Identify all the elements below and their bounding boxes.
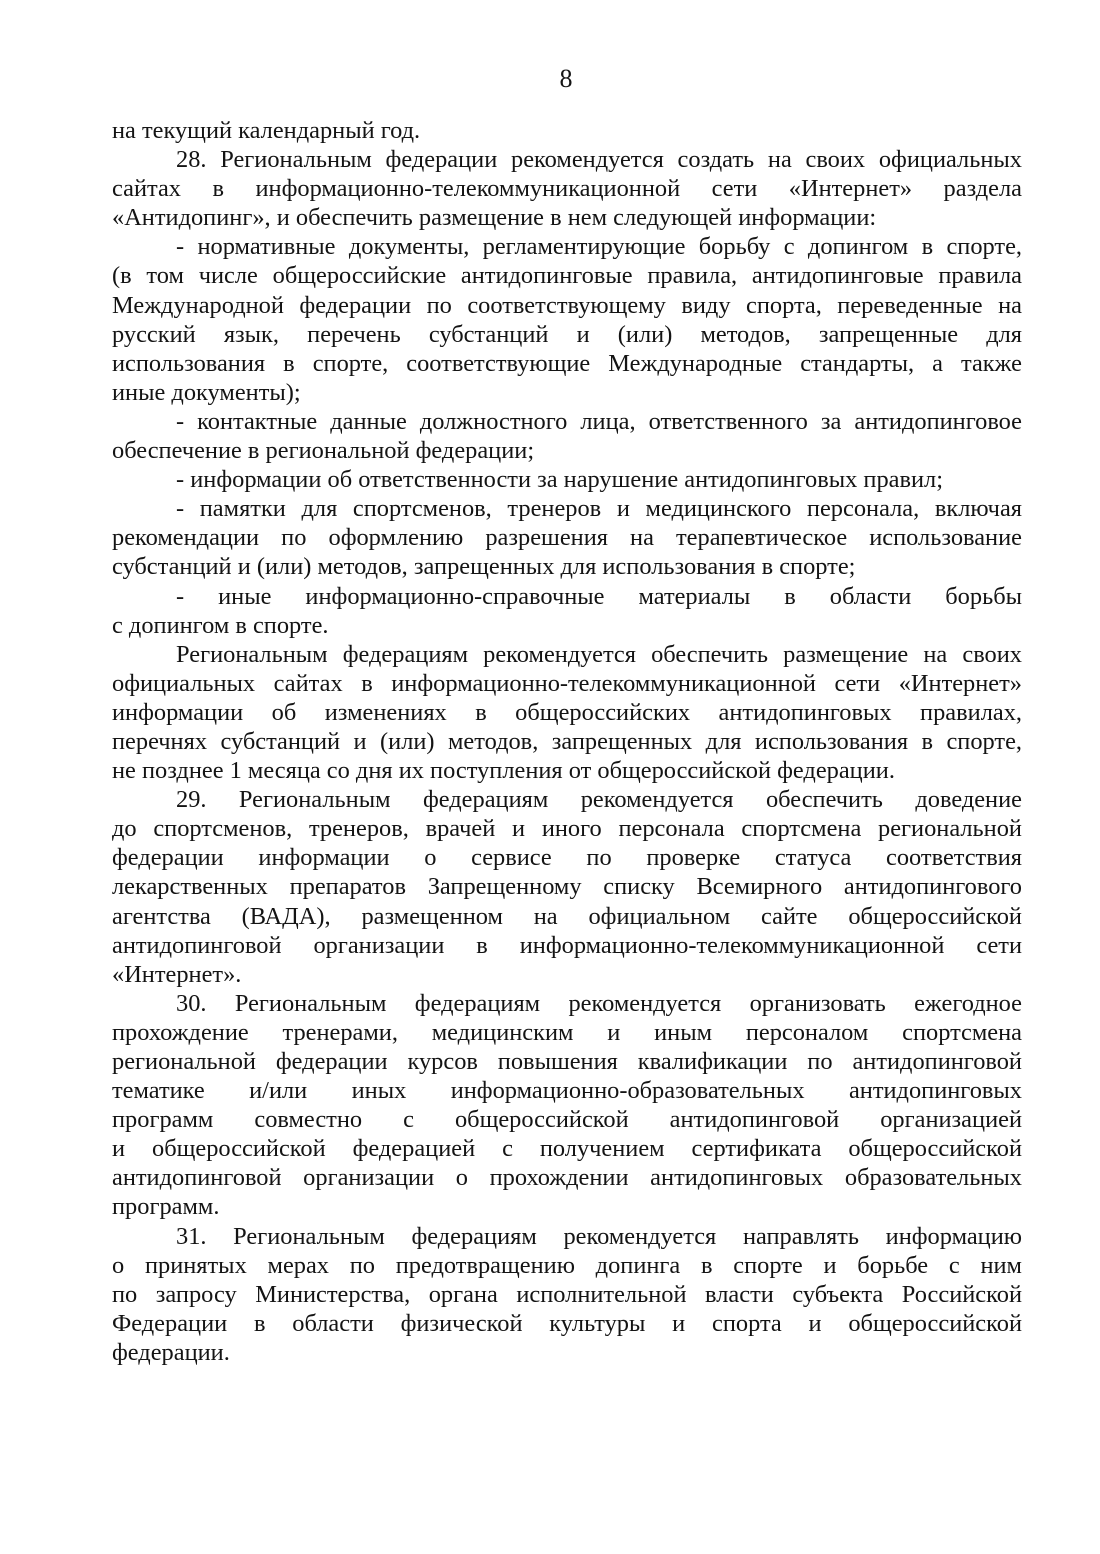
text-line: 31. Региональным федерациям рекомендуется направлять информацию [176, 1222, 1022, 1250]
text-line: перечнях субстанций и (или) методов, запрещенных для использования в спорте, [112, 727, 1022, 755]
paragraph [112, 640, 1022, 785]
text-line: по запросу Министерства, органа исполнительной власти субъекта Российской [112, 1280, 1022, 1308]
text-line: рекомендации по оформлению разрешения на терапевтическое использование [112, 524, 1022, 552]
text-line: антидопинговой организации в информационно-телекоммуникационной сети [112, 931, 1022, 959]
text-line: сайтах в информационно-телекоммуникационной сети «Интернет» раздела [112, 175, 1022, 203]
text-line: использования в спорте, соответствующие Международные стандарты, а также [112, 349, 1022, 377]
text-line: «Антидопинг», и обеспечить размещение в нем следующей информации: [112, 204, 877, 232]
text-line: программ. [112, 1193, 220, 1221]
text-line: о принятых мерах по предотвращению допинга в спорте и борьбе с ним [112, 1251, 1022, 1279]
paragraph [112, 1222, 1022, 1367]
text-line: 30. Региональным федерациям рекомендуется организовать ежегодное [176, 989, 1022, 1017]
paragraph [112, 989, 1022, 1222]
paragraph [112, 785, 1022, 989]
document-body [112, 116, 1022, 1367]
text-line: до спортсменов, тренеров, врачей и иного персонала спортсмена региональной [112, 815, 1022, 843]
text-line: Региональным федерациям рекомендуется обеспечить размещение на своих [176, 640, 1022, 668]
page-number: 8 [559, 64, 573, 93]
text-line: программ совместно с общероссийской антидопинговой организацией [112, 1106, 1022, 1134]
text-line: лекарственных препаратов Запрещенному списку Всемирного антидопингового [112, 873, 1022, 901]
text-line: агентства (ВАДА), размещенном на официальном сайте общероссийской [112, 902, 1022, 930]
text-line: федерации. [112, 1338, 230, 1366]
text-line: - памятки для спортсменов, тренеров и медицинского персонала, включая [176, 495, 1022, 523]
text-line: с допингом в спорте. [112, 611, 329, 639]
text-line: 28. Региональным федерации рекомендуется создать на своих официальных [176, 146, 1022, 174]
text-line: обеспечение в региональной федерации; [112, 437, 535, 465]
text-line: региональной федерации курсов повышения квалификации по антидопинговой [112, 1048, 1022, 1075]
text-line: Международной федерации по соответствующему виду спорта, переведенные на [112, 291, 1022, 319]
text-line: федерации информации о сервисе по проверке статуса соответствия [112, 844, 1022, 872]
text-line: Федерации в области физической культуры и спорта и общероссийской [112, 1309, 1022, 1337]
text-line: информации об изменениях в общероссийских антидопинговых правилах, [112, 698, 1022, 726]
text-line: антидопинговой организации о прохождении антидопинговых образовательных [112, 1164, 1022, 1192]
paragraph [112, 232, 1022, 407]
paragraph [112, 116, 1022, 145]
paragraph [112, 465, 1022, 494]
text-line: русский язык, перечень субстанций и (или) методов, запрещенные для [112, 320, 1022, 348]
text-line: 29. Региональным федерациям рекомендуется обеспечить доведение [176, 786, 1022, 814]
text-line: (в том числе общероссийские антидопинговые правила, антидопинговые правила [112, 262, 1022, 290]
paragraph [112, 582, 1022, 640]
text-line: - иные информационно-справочные материалы в области борьбы [176, 582, 1022, 610]
text-line: и общероссийской федерацией с получением сертификата общероссийской [112, 1135, 1022, 1163]
paragraph [112, 407, 1022, 465]
text-line: «Интернет». [112, 960, 242, 988]
text-line: - нормативные документы, регламентирующие борьбу с допингом в спорте, [176, 233, 1022, 261]
text-line: иные документы); [112, 378, 301, 406]
text-line: прохождение тренерами, медицинским и иным персоналом спортсмена [112, 1018, 1022, 1046]
text-line: - контактные данные должностного лица, ответственного за антидопинговое [176, 407, 1022, 435]
text-line: на текущий календарный год. [112, 117, 421, 144]
text-line: тематике и/или иных информационно-образовательных антидопинговых [112, 1077, 1022, 1105]
text-line: субстанций и (или) методов, запрещенных для использования в спорте; [112, 553, 856, 581]
paragraph [112, 145, 1022, 232]
text-line: официальных сайтах в информационно-телекоммуникационной сети «Интернет» [112, 669, 1022, 697]
paragraph [112, 494, 1022, 581]
text-line: не позднее 1 месяца со дня их поступления от общероссийской федерации. [112, 757, 895, 785]
text-line: - информации об ответственности за нарушение антидопинговых правил; [176, 466, 943, 494]
